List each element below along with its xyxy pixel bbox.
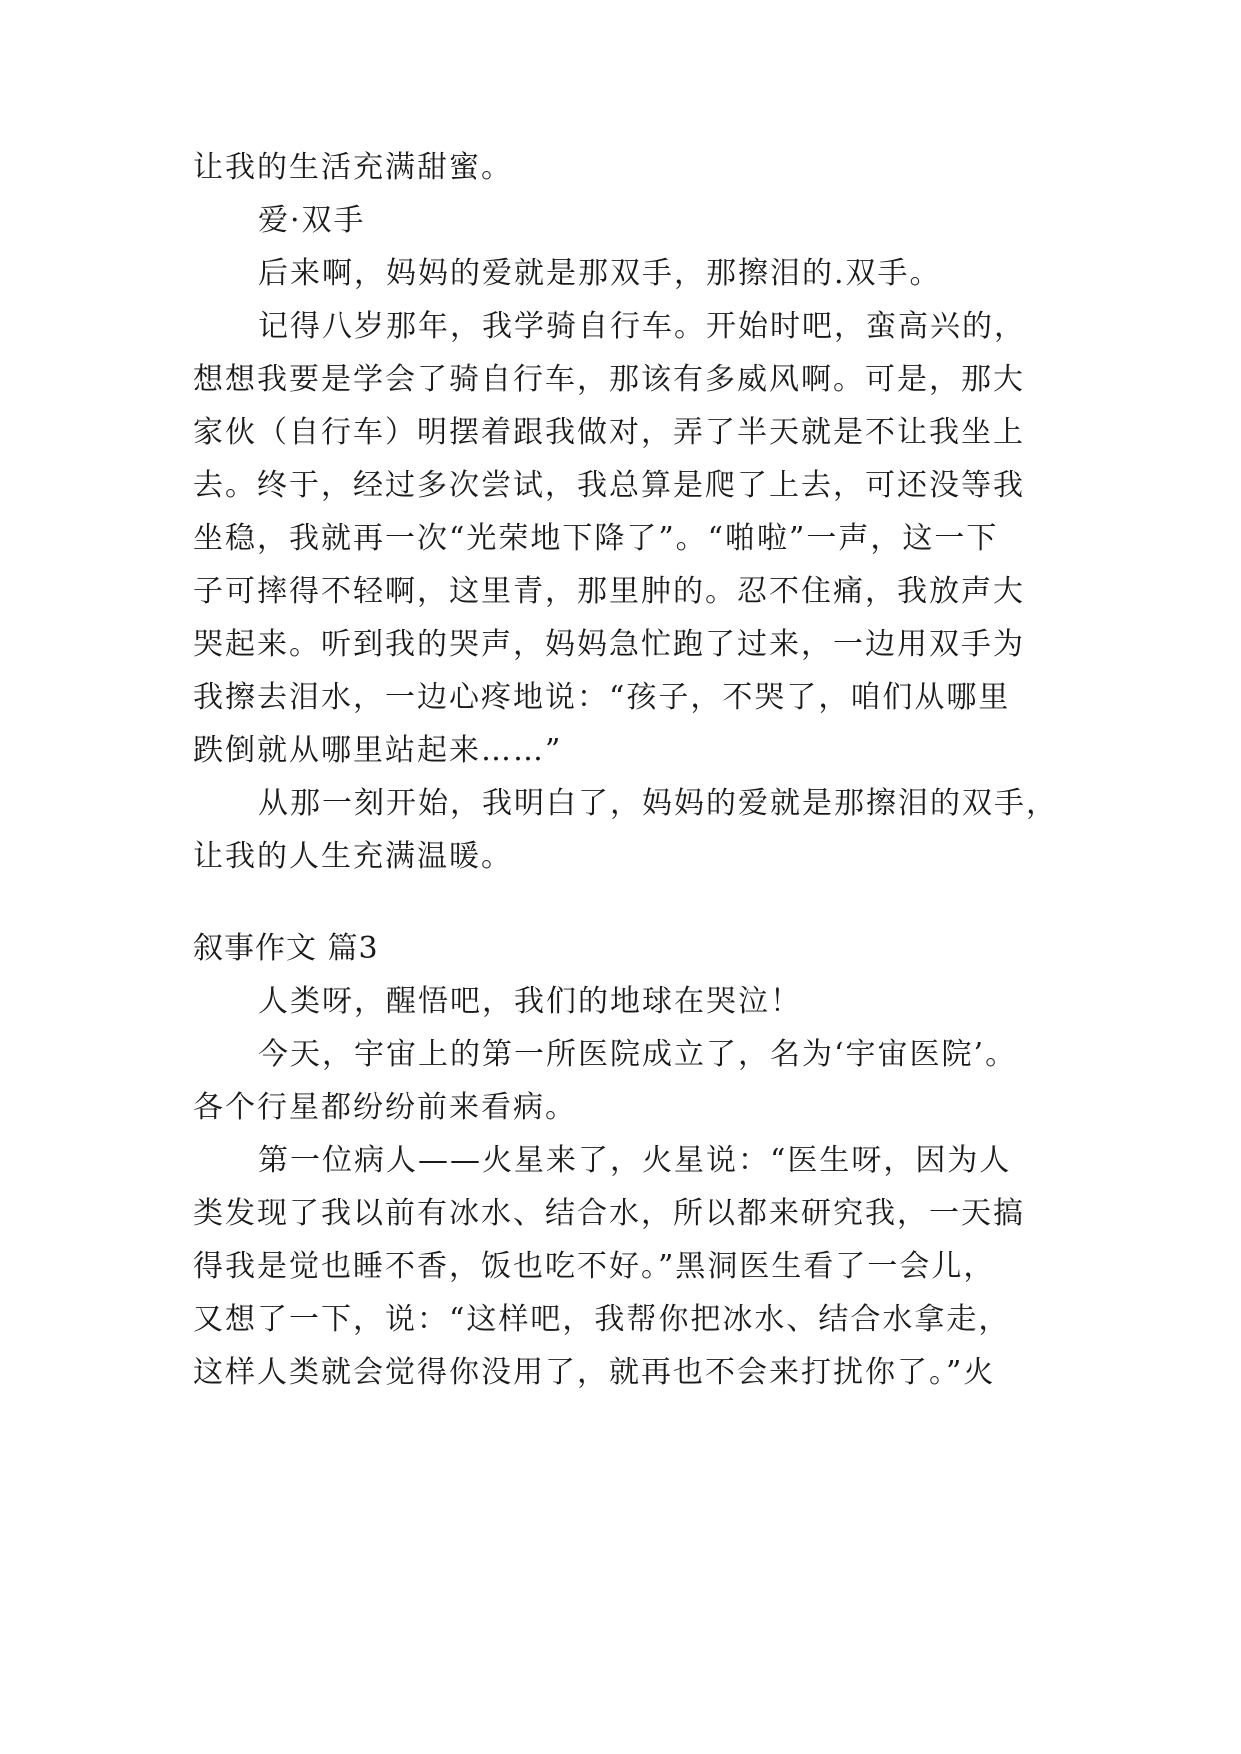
text-line: 想想我要是学会了骑自行车，那该有多威风啊。可是，那大: [193, 362, 1025, 397]
text-line: 从那一刻开始，我明白了，妈妈的爱就是那擦泪的双手，: [258, 786, 1058, 821]
text-line: 哭起来。听到我的哭声，妈妈急忙跑了过来，一边用双手为: [193, 627, 1025, 662]
text-line: 记得八岁那年，我学骑自行车。开始时吧，蛮高兴的，: [258, 309, 1026, 344]
text-line: 去。终于，经过多次尝试，我总算是爬了上去，可还没等我: [193, 468, 1025, 503]
text-line: 后来啊，妈妈的爱就是那双手，那擦泪的.双手。: [258, 256, 942, 291]
text-line: 家伙（自行车）明摆着跟我做对，弄了半天就是不让我坐上: [193, 415, 1025, 450]
text-line: 得我是觉也睡不香，饭也吃不好。”黑洞医生看了一会儿，: [193, 1249, 996, 1284]
text-line: 第一位病人——火星来了，火星说：“医生呀，因为人: [258, 1143, 1012, 1178]
text-line: 又想了一下，说：“这样吧，我帮你把冰水、结合水拿走，: [193, 1302, 1011, 1337]
text-line: 类发现了我以前有冰水、结合水，所以都来研究我，一天搞: [193, 1196, 1025, 1231]
text-line: 子可摔得不轻啊，这里青，那里肿的。忍不住痛，我放声大: [193, 574, 1025, 609]
text-line: 跌倒就从哪里站起来……”: [193, 733, 563, 768]
text-line: 让我的人生充满温暖。: [193, 839, 513, 874]
text-line: 各个行星都纷纷前来看病。: [193, 1090, 577, 1125]
text-line: 这样人类就会觉得你没用了，就再也不会来打扰你了。”火: [193, 1355, 996, 1390]
text-line: 今天，宇宙上的第一所医院成立了，名为‘宇宙医院’。: [258, 1037, 1018, 1072]
text-line: 让我的生活充满甜蜜。: [193, 150, 513, 185]
text-line: 我擦去泪水，一边心疼地说：“孩子，不哭了，咱们从哪里: [193, 680, 1011, 715]
section-heading: 叙事作文 篇3: [193, 931, 379, 966]
text-line: 人类呀，醒悟吧，我们的地球在哭泣！: [258, 984, 802, 1019]
section-subtitle: 爱·双手: [258, 203, 366, 238]
text-line: 坐稳，我就再一次“光荣地下降了”。“啪啦”一声，这一下: [193, 521, 999, 556]
